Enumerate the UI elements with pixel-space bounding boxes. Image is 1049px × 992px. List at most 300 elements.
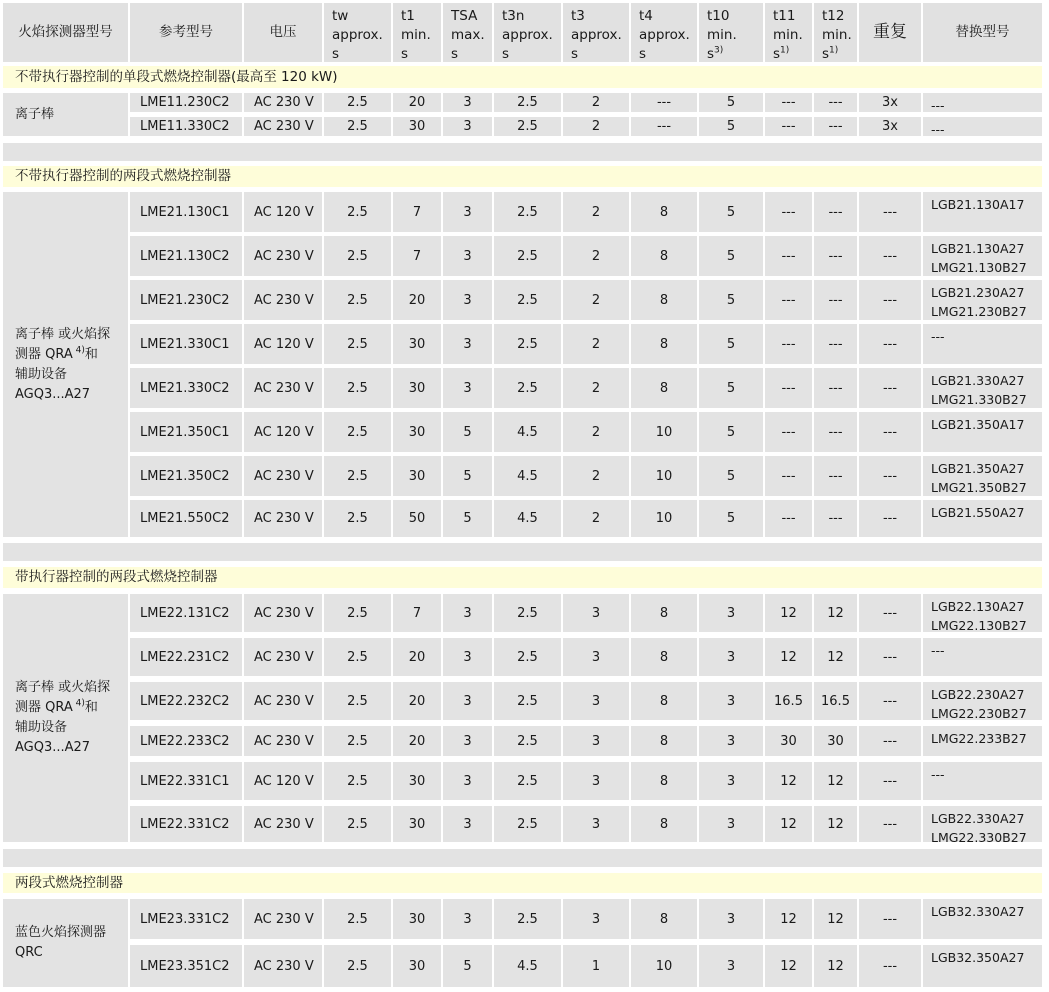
tsa-cell	[443, 456, 492, 496]
tsa-cell	[443, 638, 492, 676]
t10-cell-text: 5	[726, 511, 736, 526]
section-title-text: 不带执行器控制的两段式燃烧控制器	[15, 168, 231, 184]
reference-type-cell-text: LME11.330C2	[140, 119, 230, 134]
t4-cell-text: 10	[655, 958, 673, 974]
t3-cell	[563, 412, 629, 452]
section-title-text: 两段式燃烧控制器	[15, 874, 123, 891]
replacement-model-text: LGB22.330A27	[931, 811, 1025, 826]
repeat-cell	[859, 500, 921, 537]
t10-cell-text: 3	[726, 693, 736, 709]
voltage-cell	[244, 192, 322, 232]
t1-cell	[393, 236, 441, 276]
replacement-model-text: LGB21.550A27	[931, 505, 1025, 520]
column-header-line: approx.	[571, 27, 622, 43]
t11-cell-text: 12	[780, 816, 797, 832]
t10-cell	[699, 638, 763, 676]
section-title	[3, 873, 1042, 893]
t10-cell-text: 5	[726, 119, 736, 134]
replacement-model-text: LGB32.350A27	[931, 950, 1025, 965]
column-header-line: s	[773, 46, 781, 62]
tsa-cell	[443, 93, 492, 112]
t3n-cell	[494, 368, 561, 408]
t4-cell-text: 10	[655, 511, 673, 526]
t10-cell-text: 5	[726, 380, 736, 396]
t1-cell	[393, 280, 441, 320]
t3n-cell	[494, 117, 561, 136]
column-header-line: 参考型号	[159, 24, 213, 40]
tsa-cell-text: 5	[463, 468, 472, 484]
tsa-cell-text: 3	[463, 336, 472, 352]
t4-cell-text: 10	[655, 424, 673, 440]
t3-cell	[563, 899, 629, 939]
repeat-cell-text: ---	[882, 693, 898, 709]
repeat-cell	[859, 117, 921, 136]
t11-cell	[765, 456, 812, 496]
t10-cell	[699, 726, 763, 756]
column-header-line: 电压	[269, 24, 297, 40]
footnote-marker: 1)	[780, 45, 790, 56]
replacement-model-text: LGB32.330A27	[931, 904, 1025, 919]
tsa-cell-text: 3	[463, 693, 472, 709]
t12-cell-text: 30	[827, 733, 844, 749]
column-header-line: s	[451, 46, 459, 62]
t1-cell	[393, 500, 441, 537]
t1-cell	[393, 368, 441, 408]
voltage-cell	[244, 945, 322, 987]
t3n-cell-text: 2.5	[517, 119, 538, 134]
t10-cell-text: 3	[726, 816, 736, 832]
tw-cell	[324, 594, 391, 632]
t12-cell-text: ---	[828, 204, 843, 220]
voltage-cell-text: AC 120 V	[254, 424, 314, 440]
voltage-cell	[244, 368, 322, 408]
replacement-model-text: LGB21.130A27	[931, 241, 1025, 256]
column-header	[631, 3, 697, 62]
footnote-marker: 4)	[72, 698, 85, 709]
section-title	[3, 66, 1042, 88]
reference-type-cell	[130, 638, 242, 676]
t3n-cell	[494, 594, 561, 632]
replacement-cell	[923, 682, 1042, 720]
t4-cell-text: 10	[655, 468, 673, 484]
t3n-cell-text: 4.5	[517, 958, 538, 974]
section-title	[3, 567, 1042, 588]
tw-cell-text: 2.5	[347, 733, 368, 749]
t4-cell	[631, 899, 697, 939]
replacement-model-text: LMG21.350B27	[931, 480, 1027, 495]
t3-cell	[563, 236, 629, 276]
section-spacer	[3, 543, 1042, 561]
repeat-cell	[859, 93, 921, 112]
t3-cell-text: 2	[591, 248, 601, 264]
t10-cell-text: 3	[726, 605, 736, 621]
t12-cell-text: 16.5	[821, 693, 850, 709]
t3-cell	[563, 726, 629, 756]
column-header-line: 替换型号	[955, 24, 1010, 40]
repeat-cell-text: ---	[882, 605, 898, 621]
repeat-cell	[859, 945, 921, 987]
t4-cell	[631, 117, 697, 136]
reference-type-cell	[130, 682, 242, 720]
replacement-cell	[923, 192, 1042, 232]
column-header-line: t11	[773, 8, 796, 24]
tw-cell	[324, 324, 391, 364]
t3-cell	[563, 762, 629, 800]
t1-cell	[393, 638, 441, 676]
reference-type-cell-text: LME22.131C2	[140, 605, 230, 621]
voltage-cell	[244, 682, 322, 720]
t3n-cell-text: 2.5	[517, 336, 538, 352]
t10-cell-text: 5	[726, 424, 736, 440]
voltage-cell-text: AC 230 V	[254, 816, 314, 832]
replacement-model-text: LGB21.350A17	[931, 417, 1025, 432]
t3n-cell	[494, 192, 561, 232]
t3-cell-text: 2	[591, 95, 601, 110]
column-header-line: t1	[401, 8, 415, 24]
voltage-cell	[244, 726, 322, 756]
t3-cell-text: 1	[591, 958, 601, 974]
repeat-cell-text: ---	[882, 468, 898, 484]
tw-cell-text: 2.5	[347, 816, 368, 832]
tsa-cell	[443, 500, 492, 537]
t11-cell-text: 12	[780, 958, 797, 974]
replacement-model-text: LGB21.330A27	[931, 373, 1025, 388]
tsa-cell	[443, 192, 492, 232]
t1-cell	[393, 456, 441, 496]
t10-cell	[699, 899, 763, 939]
reference-type-cell	[130, 456, 242, 496]
repeat-cell-text: ---	[882, 733, 898, 749]
tsa-cell	[443, 806, 492, 842]
voltage-cell-text: AC 230 V	[254, 911, 314, 927]
t3n-cell-text: 2.5	[517, 95, 538, 110]
voltage-cell-text: AC 120 V	[254, 336, 314, 352]
footnote-marker: 3)	[714, 45, 724, 56]
replacement-model-text: ---	[931, 643, 945, 658]
t12-cell-text: 12	[827, 773, 844, 789]
t12-cell	[814, 806, 857, 842]
reference-type-cell	[130, 236, 242, 276]
tsa-cell-text: 3	[463, 649, 472, 665]
t3n-cell	[494, 500, 561, 537]
t4-cell-text: 8	[659, 204, 669, 220]
t11-cell-text: ---	[781, 380, 796, 396]
section-spacer	[3, 849, 1042, 867]
flame-detector-text: AGQ3...A27	[15, 386, 91, 402]
t12-cell	[814, 594, 857, 632]
tsa-cell	[443, 899, 492, 939]
voltage-cell-text: AC 120 V	[254, 773, 314, 789]
column-header	[699, 3, 763, 62]
column-header	[393, 3, 441, 62]
t12-cell	[814, 726, 857, 756]
column-header-line: min.	[401, 27, 431, 43]
replacement-cell	[923, 93, 1042, 112]
t12-cell	[814, 368, 857, 408]
column-header	[814, 3, 857, 62]
repeat-cell	[859, 594, 921, 632]
t10-cell	[699, 117, 763, 136]
repeat-cell-text: 3x	[882, 119, 898, 134]
replacement-model-text: LMG22.230B27	[931, 706, 1027, 720]
replacement-cell	[923, 762, 1042, 800]
t1-cell-text: 30	[408, 773, 426, 789]
voltage-cell-text: AC 230 V	[254, 605, 314, 621]
t3-cell-text: 2	[591, 511, 601, 526]
t4-cell-text: 8	[659, 773, 669, 789]
replacement-cell	[923, 280, 1042, 320]
t10-cell	[699, 500, 763, 537]
replacement-model-text: LGB21.130A17	[931, 197, 1025, 212]
t12-cell-text: ---	[828, 380, 843, 396]
t3-cell	[563, 93, 629, 112]
t3-cell-text: 3	[591, 773, 601, 789]
tw-cell	[324, 236, 391, 276]
t1-cell-text: 50	[408, 511, 426, 526]
t12-cell	[814, 324, 857, 364]
t1-cell	[393, 93, 441, 112]
t3n-cell-text: 2.5	[517, 773, 538, 789]
column-header-line: tw	[332, 8, 349, 24]
repeat-cell-text: ---	[882, 248, 898, 264]
reference-type-cell-text: LME22.331C2	[140, 816, 230, 832]
t11-cell-text: 12	[780, 773, 797, 789]
voltage-cell	[244, 500, 322, 537]
t3n-cell	[494, 412, 561, 452]
column-header-line: s	[707, 46, 715, 62]
reference-type-cell-text: LME23.351C2	[140, 958, 230, 974]
tsa-cell-text: 3	[463, 380, 472, 396]
replacement-model-text: LMG21.230B27	[931, 304, 1027, 319]
tsa-cell-text: 5	[463, 958, 472, 974]
tw-cell-text: 2.5	[347, 958, 368, 974]
t12-cell	[814, 500, 857, 537]
t3n-cell	[494, 806, 561, 842]
flame-detector-text: 测器 QRA	[15, 346, 73, 362]
t12-cell-text: 12	[827, 816, 844, 832]
t12-cell-text: ---	[828, 336, 843, 352]
voltage-cell-text: AC 230 V	[254, 649, 314, 665]
replacement-model-text: ---	[931, 329, 945, 344]
tw-cell	[324, 682, 391, 720]
flame-detector-text: 离子棒	[15, 106, 55, 122]
t1-cell-text: 20	[408, 649, 426, 665]
t1-cell-text: 30	[408, 816, 426, 832]
tsa-cell-text: 3	[463, 292, 472, 308]
section-title-text: 带执行器控制的两段式燃烧控制器	[15, 569, 218, 585]
t12-cell	[814, 236, 857, 276]
t12-cell	[814, 280, 857, 320]
tw-cell	[324, 117, 391, 136]
t3n-cell	[494, 456, 561, 496]
voltage-cell-text: AC 230 V	[254, 958, 314, 974]
flame-detector-cell	[3, 192, 128, 537]
voltage-cell-text: AC 230 V	[254, 95, 314, 110]
t12-cell-text: 12	[827, 911, 844, 927]
voltage-cell-text: AC 230 V	[254, 119, 314, 134]
t1-cell-text: 20	[408, 292, 426, 308]
column-header	[3, 3, 128, 62]
t1-cell-text: 20	[408, 693, 426, 709]
t11-cell	[765, 682, 812, 720]
column-header	[130, 3, 242, 62]
replacement-model-text: LMG22.233B27	[931, 731, 1027, 746]
replacement-cell	[923, 899, 1042, 939]
tw-cell	[324, 500, 391, 537]
reference-type-cell-text: LME21.330C1	[140, 336, 230, 352]
t1-cell	[393, 192, 441, 232]
t4-cell-text: 8	[659, 292, 669, 308]
voltage-cell	[244, 117, 322, 136]
t11-cell	[765, 899, 812, 939]
t12-cell-text: ---	[828, 511, 843, 526]
t10-cell-text: 5	[726, 336, 736, 352]
tsa-cell-text: 3	[463, 204, 472, 220]
column-header-line: max.	[451, 27, 485, 43]
repeat-cell-text: ---	[882, 958, 898, 974]
repeat-cell-text: ---	[882, 292, 898, 308]
reference-type-cell	[130, 762, 242, 800]
reference-type-cell-text: LME21.550C2	[140, 511, 230, 526]
replacement-cell	[923, 594, 1042, 632]
t3n-cell	[494, 280, 561, 320]
section-title-text: 不带执行器控制的单段式燃烧控制器(最高至 120 kW)	[15, 68, 338, 85]
flame-detector-text: AGQ3...A27	[15, 740, 91, 755]
replacement-cell	[923, 236, 1042, 276]
t11-cell	[765, 117, 812, 136]
tsa-cell	[443, 368, 492, 408]
tsa-cell	[443, 324, 492, 364]
t1-cell	[393, 726, 441, 756]
voltage-cell-text: AC 230 V	[254, 468, 314, 484]
reference-type-cell-text: LME22.231C2	[140, 649, 230, 665]
flame-detector-cell	[3, 93, 128, 136]
t1-cell	[393, 324, 441, 364]
t10-cell	[699, 324, 763, 364]
t11-cell-text: 12	[780, 605, 797, 621]
t11-cell	[765, 412, 812, 452]
tw-cell	[324, 945, 391, 987]
column-header-line: t3n	[502, 8, 525, 24]
t11-cell	[765, 368, 812, 408]
t12-cell	[814, 456, 857, 496]
t10-cell	[699, 368, 763, 408]
column-header-line: t10	[707, 8, 730, 24]
reference-type-cell	[130, 192, 242, 232]
tw-cell-text: 2.5	[347, 248, 368, 264]
repeat-cell-text: ---	[882, 649, 898, 665]
tsa-cell	[443, 726, 492, 756]
t10-cell	[699, 236, 763, 276]
t3n-cell-text: 2.5	[517, 911, 538, 927]
voltage-cell-text: AC 230 V	[254, 292, 314, 308]
t10-cell	[699, 412, 763, 452]
t4-cell	[631, 945, 697, 987]
repeat-cell-text: ---	[882, 911, 898, 927]
voltage-cell-text: AC 120 V	[254, 204, 314, 220]
t1-cell	[393, 594, 441, 632]
reference-type-cell	[130, 324, 242, 364]
reference-type-cell-text: LME11.230C2	[140, 95, 230, 110]
section-spacer	[3, 143, 1042, 161]
t11-cell-text: 16.5	[774, 693, 803, 709]
tsa-cell-text: 3	[463, 605, 472, 621]
tsa-cell	[443, 594, 492, 632]
t4-cell-text: 8	[659, 336, 669, 352]
t3n-cell-text: 2.5	[517, 733, 538, 749]
flame-detector-cell	[3, 899, 128, 987]
t4-cell-text: 8	[659, 248, 669, 264]
repeat-cell	[859, 368, 921, 408]
tsa-cell	[443, 682, 492, 720]
t3n-cell-text: 2.5	[517, 204, 538, 220]
column-header-line: 重复	[873, 22, 907, 42]
tw-cell	[324, 412, 391, 452]
t11-cell	[765, 280, 812, 320]
t4-cell-text: 8	[659, 911, 669, 927]
tsa-cell	[443, 280, 492, 320]
replacement-model-text: ---	[931, 98, 945, 112]
reference-type-cell-text: LME22.233C2	[140, 733, 230, 749]
column-header-line: min.	[822, 27, 852, 43]
voltage-cell	[244, 412, 322, 452]
tw-cell	[324, 192, 391, 232]
tsa-cell-text: 5	[463, 424, 472, 440]
t3-cell-text: 3	[591, 816, 601, 832]
t12-cell	[814, 638, 857, 676]
repeat-cell	[859, 324, 921, 364]
tsa-cell-text: 3	[463, 911, 472, 927]
t3n-cell-text: 2.5	[517, 248, 538, 264]
t4-cell	[631, 762, 697, 800]
tw-cell-text: 2.5	[347, 773, 368, 789]
voltage-cell	[244, 594, 322, 632]
t3n-cell	[494, 726, 561, 756]
flame-detector-text: 测器 QRA	[15, 700, 73, 715]
t3-cell-text: 2	[591, 424, 601, 440]
t11-cell	[765, 324, 812, 364]
column-header-line: t3	[571, 8, 585, 24]
t4-cell	[631, 412, 697, 452]
t1-cell	[393, 762, 441, 800]
voltage-cell-text: AC 230 V	[254, 380, 314, 396]
replacement-cell	[923, 324, 1042, 364]
t12-cell	[814, 945, 857, 987]
tw-cell	[324, 638, 391, 676]
flame-detector-text: 离子棒 或火焰探	[15, 680, 111, 695]
tsa-cell-text: 3	[463, 816, 472, 832]
column-header-line: approx.	[332, 27, 383, 43]
replacement-cell	[923, 726, 1042, 756]
t1-cell	[393, 899, 441, 939]
tw-cell-text: 2.5	[347, 292, 368, 308]
tw-cell	[324, 280, 391, 320]
tsa-cell-text: 3	[463, 95, 472, 110]
flame-detector-text: 和	[84, 700, 98, 715]
t3-cell	[563, 638, 629, 676]
t4-cell-text: 8	[659, 816, 669, 832]
column-header-line: min.	[773, 27, 803, 43]
tw-cell	[324, 762, 391, 800]
replacement-model-text: LMG21.330B27	[931, 392, 1027, 407]
t11-cell	[765, 236, 812, 276]
t3-cell-text: 2	[591, 119, 601, 134]
voltage-cell-text: AC 230 V	[254, 511, 314, 526]
t1-cell-text: 7	[412, 204, 422, 220]
tsa-cell	[443, 117, 492, 136]
tsa-cell	[443, 236, 492, 276]
t1-cell	[393, 945, 441, 987]
